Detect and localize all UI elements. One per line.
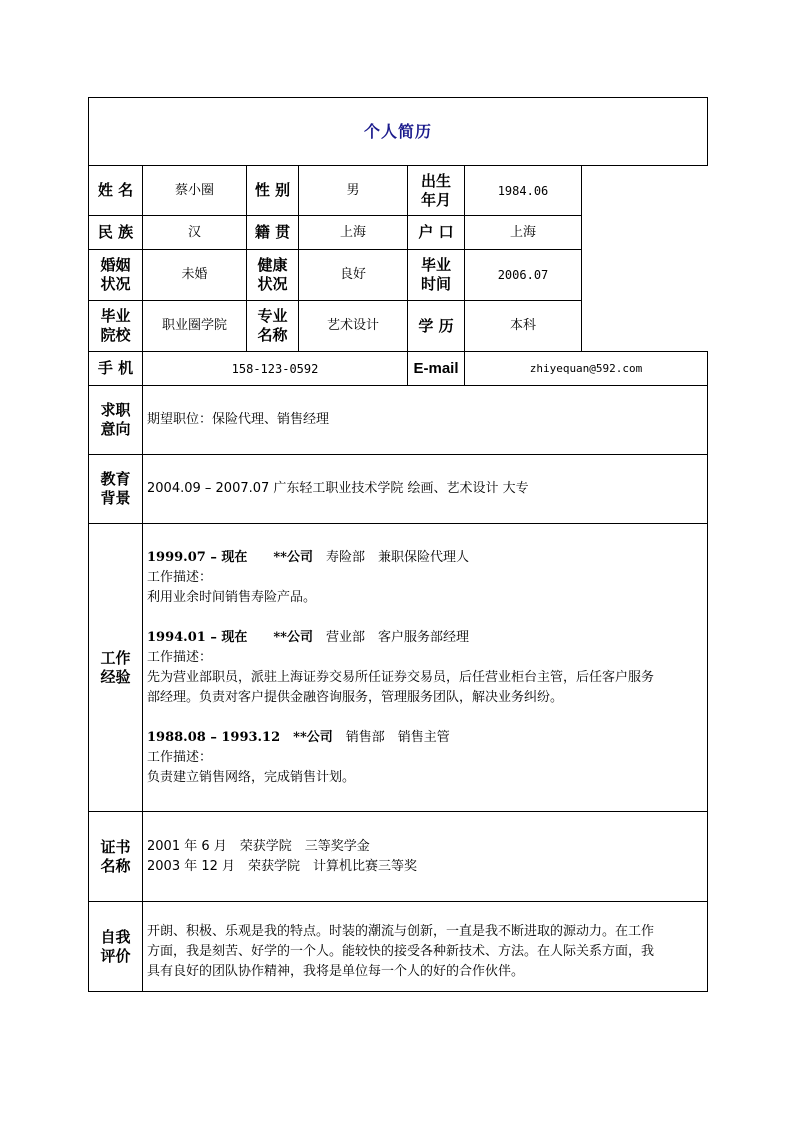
photo-area (582, 250, 708, 301)
job-period: 1999.07 – 现在 (147, 549, 248, 565)
name-label: 姓 名 (89, 166, 143, 216)
photo-area (582, 216, 708, 250)
job-period: 1994.01 – 现在 (147, 629, 248, 645)
health-label-line2: 状况 (257, 275, 288, 293)
experience-content (143, 524, 708, 812)
ethnic-label: 民 族 (89, 216, 143, 250)
birth-label-line1: 出生 (420, 171, 451, 190)
hukou-value: 上海 (465, 216, 582, 250)
certificates-content (143, 812, 708, 902)
job-desc: 负责建立销售网络，完成销售计划。 (147, 769, 356, 785)
experience-label-line2: 经验 (100, 667, 131, 686)
self-eval-content (143, 902, 708, 992)
job-header (147, 628, 701, 648)
school-value: 职业圈学院 (143, 301, 247, 352)
objective-label (89, 386, 143, 455)
degree-label: 学 历 (408, 301, 465, 352)
marital-label (89, 250, 143, 301)
experience-label (89, 524, 143, 812)
major-label-line2: 名称 (257, 326, 288, 344)
certificate-item: 2001 年 6 月 荣获学院 三等奖学金 (147, 838, 370, 854)
school-label-line2: 院校 (100, 326, 131, 344)
name-value: 蔡小圈 (143, 166, 247, 216)
self-eval-line3: 具有良好的团队协作精神，我将是单位每一个人的好的合作伙伴。 (147, 964, 525, 979)
job-desc-label: 工作描述： (147, 649, 213, 665)
experience-label-line1: 工作 (100, 648, 131, 667)
job-company: **公司 (293, 729, 333, 745)
phone-value: 158-123-0592 (143, 352, 408, 386)
objective-label-line2: 意向 (100, 420, 131, 438)
grad-time-label-line1: 毕业 (420, 256, 451, 274)
origin-value: 上海 (299, 216, 408, 250)
resume-table (88, 97, 708, 992)
education-label-line1: 教育 (100, 470, 131, 488)
email-label: E-mail (408, 352, 465, 386)
self-eval-label (89, 902, 143, 992)
job-department: 寿险部 兼职保险代理人 (326, 549, 470, 565)
job-header (147, 728, 701, 748)
phone-label: 手 机 (89, 352, 143, 386)
email-value: zhiyequan@592.com (465, 352, 708, 386)
job-entry (147, 628, 701, 708)
self-eval-label-line1: 自我 (100, 927, 131, 946)
health-label-line1: 健康 (257, 256, 288, 274)
certificates-label-line2: 名称 (100, 856, 131, 875)
major-label (247, 301, 299, 352)
self-eval-line1: 开朗、积极、乐观是我的特点。时装的潮流与创新，一直是我不断进取的源动力。在工作 (147, 924, 655, 939)
job-department: 销售部 销售主管 (345, 729, 450, 745)
job-desc-label: 工作描述： (147, 569, 213, 585)
education-text: 2004.09 – 2007.07 广东轻工职业技术学院 绘画、艺术设计 大专 (143, 455, 708, 524)
marital-value: 未婚 (143, 250, 247, 301)
job-desc-line2: 部经理。负责对客户提供金融咨询服务，管理服务团队，解决业务纠纷。 (147, 689, 564, 705)
job-period: 1988.08 – 1993.12 (147, 729, 281, 745)
certificate-item: 2003 年 12 月 荣获学院 计算机比赛三等奖 (147, 858, 418, 874)
job-entry (147, 728, 701, 788)
hukou-label: 户 口 (408, 216, 465, 250)
job-header (147, 548, 701, 568)
objective-label-line1: 求职 (100, 401, 131, 419)
job-department: 营业部 客户服务部经理 (326, 629, 470, 645)
job-company: **公司 (273, 549, 313, 565)
birth-label (408, 166, 465, 216)
certificates-label (89, 812, 143, 902)
ethnic-value: 汉 (143, 216, 247, 250)
birth-value: 1984.06 (465, 166, 582, 216)
birth-label-line2: 年月 (420, 190, 451, 209)
education-label (89, 455, 143, 524)
major-value: 艺术设计 (299, 301, 408, 352)
grad-time-label-line2: 时间 (420, 275, 451, 293)
grad-time-label (408, 250, 465, 301)
photo-area (582, 301, 708, 352)
gender-value: 男 (299, 166, 408, 216)
gender-label: 性 别 (247, 166, 299, 216)
education-label-line2: 背景 (100, 489, 131, 507)
school-label (89, 301, 143, 352)
self-eval-line2: 方面，我是刻苦、好学的一个人。能较快的接受各种新技术、方法。在人际关系方面，我 (147, 944, 655, 959)
job-desc: 利用业余时间销售寿险产品。 (147, 589, 317, 605)
degree-value: 本科 (465, 301, 582, 352)
job-desc-line1: 先为营业部职员，派驻上海证券交易所任证券交易员，后任营业柜台主管，后任客户服务 (147, 669, 655, 685)
objective-text: 期望职位：保险代理、销售经理 (143, 386, 708, 455)
photo-area (582, 166, 708, 216)
marital-label-line1: 婚姻 (100, 256, 131, 274)
resume-sheet (88, 97, 707, 992)
job-entry (147, 548, 701, 608)
certificates-label-line1: 证书 (100, 837, 131, 856)
marital-label-line2: 状况 (100, 275, 131, 293)
job-company: **公司 (273, 629, 313, 645)
health-label (247, 250, 299, 301)
major-label-line1: 专业 (257, 307, 288, 325)
self-eval-label-line2: 评价 (100, 946, 131, 965)
school-label-line1: 毕业 (100, 307, 131, 325)
job-desc-label: 工作描述： (147, 749, 213, 765)
grad-time-value: 2006.07 (465, 250, 582, 301)
page-title: 个人简历 (89, 98, 708, 166)
health-value: 良好 (299, 250, 408, 301)
origin-label: 籍 贯 (247, 216, 299, 250)
